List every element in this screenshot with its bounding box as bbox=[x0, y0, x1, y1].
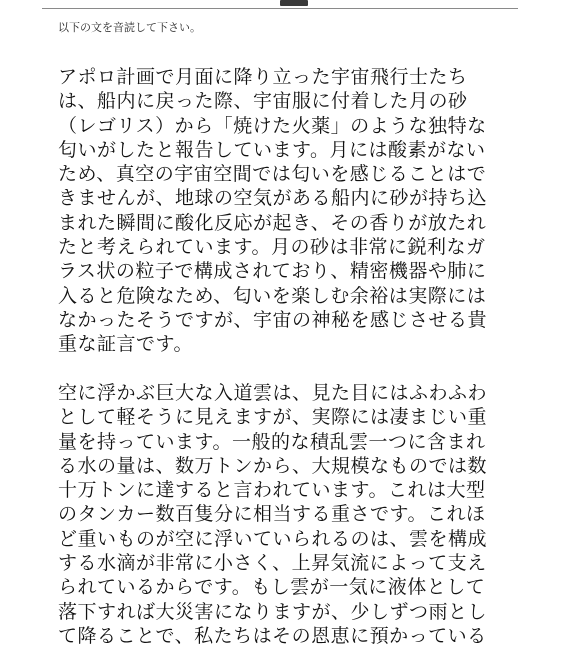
passage-paragraph-2: 空に浮かぶ巨大な入道雲は、見た目にはふわふわ として軽そうに見えますが、実際には凄まじい重 量を持っています。一般的な積乱雲一つに含まれ る水の量は、数万トンから、大規模なものでは数 十万トンに達すると言われています。これは大型 のタンカー数百隻分に相当する重さです。これほ ど重いものが空に浮いていられるのは、雲を構成 する水滴が非常に小さく、上昇気流によって支え られているからです。もし雲が一気に液体として 落下すれば大災害になりますが、少しずつ雨とし て降ることで、私たちはその恩恵に預かっている bbox=[58, 382, 488, 647]
top-divider bbox=[42, 8, 518, 9]
instruction-text: 以下の文を音読して下さい。 bbox=[58, 21, 201, 34]
page-header-mark bbox=[280, 0, 308, 6]
passage-paragraph-1: アポロ計画で月面に降り立った宇宙飛行士たち は、船内に戻った際、宇宙服に付着した月の砂 （レゴリス）から「焼けた火薬」のような独特な 匂いがしたと報告しています。月には酸素がない ため、真空の宇宙空間では匂いを感じることはで きませんが、地球の空気がある船内に砂が持ち込 まれた瞬間に酸化反応が起き、その香りが放たれ たと考えられています。月の砂は非常に鋭利なガ ラス状の粒子で構成されており、精密機器や肺に 入ると危険なため、匂いを楽しむ余裕は実際には なかったそうですが、宇宙の神秘を感じさせる貴 重な証言です。 bbox=[58, 66, 488, 356]
